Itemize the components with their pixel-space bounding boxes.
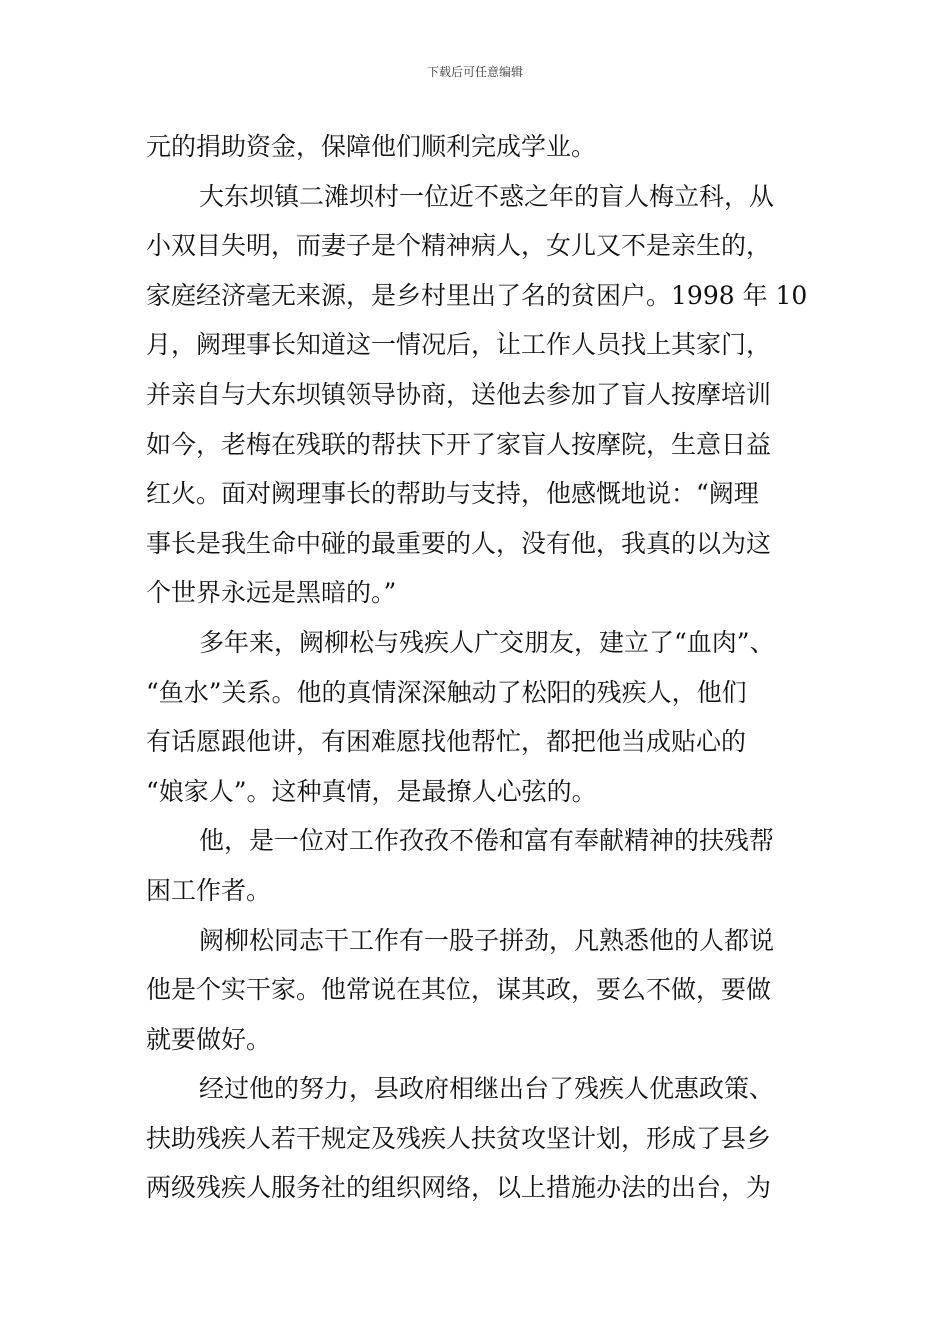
text-line: 小双目失明，而妻子是个精神病人，女儿又不是亲生的，: [146, 231, 772, 261]
text-line: 他，是一位对工作孜孜不倦和富有奉献精神的扶残帮: [199, 826, 775, 856]
text-line: 红火。面对阙理事长的帮助与支持，他感慨地说：“阙理: [146, 479, 759, 509]
text-line: 他是个实干家。他常说在其位，谋其政，要么不做，要做: [146, 975, 772, 1005]
text-line: 多年来，阙柳松与残疾人广交朋友，建立了“血肉”、: [199, 627, 775, 657]
text-line: 个世界永远是黑暗的。”: [146, 578, 397, 608]
text-line: 如今，老梅在残联的帮扶下开了家盲人按摩院，生意日益: [146, 429, 772, 459]
text-line: 两级残疾人服务社的组织网络，以上措施办法的出台，为: [146, 1173, 772, 1203]
text-line: 阙柳松同志干工作有一股子拼劲，凡熟悉他的人都说: [199, 925, 775, 955]
text-line: 家庭经济毫无来源，是乡村里出了名的贫困户。1998 年 10: [146, 280, 808, 310]
text-line: 大东坝镇二滩坝村一位近不惑之年的盲人梅立科，从: [199, 181, 775, 211]
text-line: 困工作者。: [146, 875, 272, 905]
text-line: 有话愿跟他讲，有困难愿找他帮忙，都把他当成贴心的: [146, 727, 747, 757]
text-line: 经过他的努力，县政府相继出台了残疾人优惠政策、: [199, 1074, 775, 1104]
text-line: 就要做好。: [146, 1024, 272, 1054]
page-header: 下载后可任意编辑: [426, 65, 523, 79]
text-line: “娘家人”。这种真情，是最撩人心弦的。: [146, 776, 597, 806]
text-line: “鱼水”关系。他的真情深深触动了松阳的残疾人，他们: [146, 677, 747, 707]
text-line: 扶助残疾人若干规定及残疾人扶贫攻坚计划，形成了县乡: [146, 1123, 772, 1153]
text-line: 月，阙理事长知道这一情况后，让工作人员找上其家门，: [146, 330, 772, 360]
document-body: [146, 122, 826, 1213]
text-line: 并亲自与大东坝镇领导协商，送他去参加了盲人按摩培训: [146, 379, 772, 409]
text-line: 元的捐助资金，保障他们顺利完成学业。: [146, 132, 597, 161]
text-line: 事长是我生命中碰的最重要的人，没有他，我真的以为这: [146, 528, 772, 558]
